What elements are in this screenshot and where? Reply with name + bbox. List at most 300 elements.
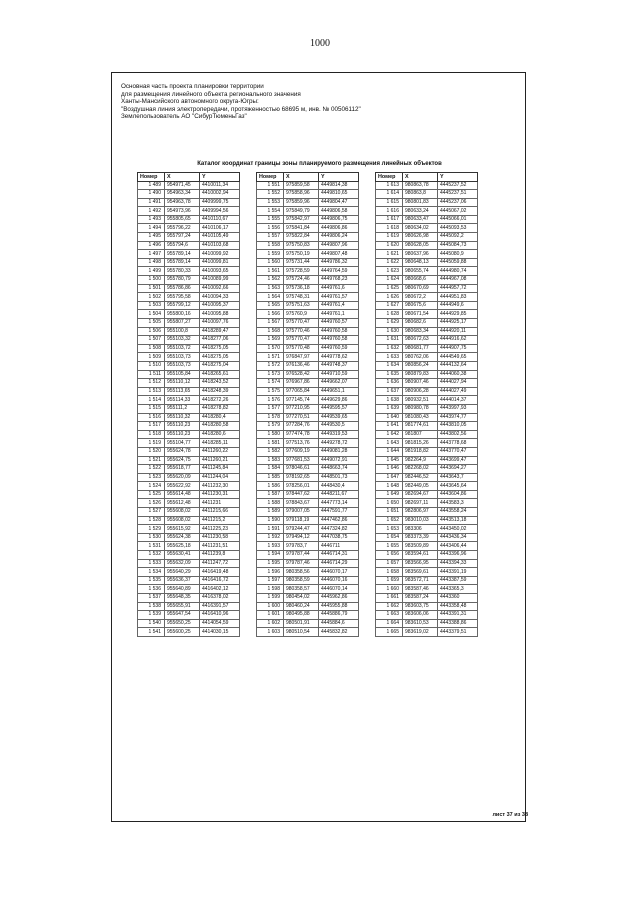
point-number: 1 630: [376, 327, 403, 336]
coord-x: 982694,67: [403, 490, 438, 499]
coord-y: 4416410,96: [200, 611, 240, 620]
point-number: 1 522: [138, 465, 165, 474]
table-row: [376, 215, 478, 224]
table-row: [376, 508, 478, 517]
point-number: 1 617: [376, 215, 403, 224]
point-number: 1 582: [257, 447, 284, 456]
coordinate-table-1: [137, 172, 240, 637]
coord-y: 4416416,72: [200, 576, 240, 585]
coord-x: 975858,96: [284, 190, 319, 199]
table-row: [257, 181, 359, 190]
table-row: [138, 353, 240, 362]
point-number: 1 639: [376, 404, 403, 413]
point-number: 1 663: [376, 611, 403, 620]
coord-y: 4446070,16: [319, 576, 359, 585]
coord-y: 4444916,62: [438, 336, 478, 345]
table-row: [138, 396, 240, 405]
table-row: [257, 602, 359, 611]
table-row: [138, 533, 240, 542]
page-number: 1000: [310, 38, 330, 49]
coord-y: 4411244,04: [200, 473, 240, 482]
coord-x: 975750,19: [284, 250, 319, 259]
coord-y: 4447773,14: [319, 499, 359, 508]
coord-y: 4411215,2: [200, 516, 240, 525]
point-number: 1 642: [376, 430, 403, 439]
table-row: [257, 490, 359, 499]
table-row: [257, 439, 359, 448]
point-number: 1 559: [257, 250, 284, 259]
table-row: [257, 327, 359, 336]
coord-x: 980495,88: [284, 611, 319, 620]
coord-y: 4418275,05: [200, 353, 240, 362]
table-row: [376, 628, 478, 637]
coord-y: 4418243,52: [200, 379, 240, 388]
point-number: 1 512: [138, 379, 165, 388]
coord-x: 981080,43: [403, 413, 438, 422]
point-number: 1 499: [138, 267, 165, 276]
table-row: [138, 499, 240, 508]
coord-y: 4443974,77: [438, 413, 478, 422]
table-row: [138, 525, 240, 534]
point-number: 1 554: [257, 207, 284, 216]
coord-x: 955618,77: [165, 465, 200, 474]
coord-x: 955630,41: [165, 551, 200, 560]
coord-y: 4449539,65: [319, 413, 359, 422]
coord-y: 4449806,58: [319, 207, 359, 216]
point-number: 1 590: [257, 516, 284, 525]
coord-x: 975770,47: [284, 319, 319, 328]
coord-x: 955110,23: [165, 422, 200, 431]
point-number: 1 662: [376, 602, 403, 611]
table-row: [376, 361, 478, 370]
coord-y: 4445884,6: [319, 619, 359, 628]
point-number: 1 624: [376, 276, 403, 285]
coord-x: 954963,78: [165, 198, 200, 207]
coord-y: 4444027,49: [438, 387, 478, 396]
coord-x: 982697,11: [403, 499, 438, 508]
point-number: 1 632: [376, 344, 403, 353]
coord-x: 980683,34: [403, 327, 438, 336]
point-number: 1 654: [376, 533, 403, 542]
coord-x: 955608,02: [165, 508, 200, 517]
point-number: 1 634: [376, 361, 403, 370]
coord-y: 4410002,94: [200, 190, 240, 199]
coord-y: 4449319,53: [319, 430, 359, 439]
point-number: 1 664: [376, 619, 403, 628]
point-number: 1 650: [376, 499, 403, 508]
coord-y: 4444060,38: [438, 370, 478, 379]
coord-y: 4418272,26: [200, 396, 240, 405]
coord-x: 983566,95: [403, 559, 438, 568]
point-number: 1 622: [376, 258, 403, 267]
point-number: 1 560: [257, 258, 284, 267]
point-number: 1 567: [257, 319, 284, 328]
point-number: 1 497: [138, 250, 165, 259]
table-row: [138, 490, 240, 499]
coord-y: 4443770,47: [438, 447, 478, 456]
table-row: [257, 533, 359, 542]
point-number: 1 594: [257, 551, 284, 560]
coord-y: 4410097,76: [200, 319, 240, 328]
point-number: 1 489: [138, 181, 165, 190]
table-row: [138, 336, 240, 345]
coord-x: 977145,74: [284, 396, 319, 405]
coord-y: 4449807,96: [319, 241, 359, 250]
coord-y: 4410110,67: [200, 215, 240, 224]
coord-x: 976847,97: [284, 353, 319, 362]
coord-x: 955807,27: [165, 319, 200, 328]
coord-x: 979494,12: [284, 533, 319, 542]
table-row: [257, 233, 359, 242]
coord-y: 4445067,02: [438, 207, 478, 216]
table-row: [376, 258, 478, 267]
point-number: 1 498: [138, 258, 165, 267]
coord-y: 4414054,59: [200, 619, 240, 628]
coord-y: 4443391,31: [438, 611, 478, 620]
coord-x: 980633,47: [403, 215, 438, 224]
coord-y: 4449764,59: [319, 267, 359, 276]
table-row: [257, 422, 359, 431]
table-row: [257, 267, 359, 276]
coord-y: 4444014,37: [438, 396, 478, 405]
point-number: 1 638: [376, 396, 403, 405]
point-number: 1 551: [257, 181, 284, 190]
table-row: [138, 379, 240, 388]
coord-x: 983587,46: [403, 585, 438, 594]
coord-x: 975859,58: [284, 181, 319, 190]
point-number: 1 565: [257, 301, 284, 310]
point-number: 1 587: [257, 490, 284, 499]
coord-x: 975842,97: [284, 215, 319, 224]
coord-y: 4443604,86: [438, 490, 478, 499]
coord-x: 955786,86: [165, 284, 200, 293]
coord-y: 4443379,51: [438, 628, 478, 637]
coord-y: 4411247,72: [200, 559, 240, 568]
coord-y: 4444951,83: [438, 293, 478, 302]
point-number: 1 556: [257, 224, 284, 233]
coord-y: 4410106,17: [200, 224, 240, 233]
table-row: [138, 319, 240, 328]
coord-x: 980879,83: [403, 370, 438, 379]
point-number: 1 618: [376, 224, 403, 233]
coord-x: 955797,24: [165, 233, 200, 242]
point-number: 1 579: [257, 422, 284, 431]
point-number: 1 578: [257, 413, 284, 422]
table-row: [138, 473, 240, 482]
table-row: [138, 559, 240, 568]
coord-x: 977210,95: [284, 404, 319, 413]
table-row: [257, 370, 359, 379]
coord-x: 955650,25: [165, 619, 200, 628]
coord-y: 4410093,65: [200, 267, 240, 276]
table-row: [138, 233, 240, 242]
coord-x: 979007,05: [284, 508, 319, 517]
coord-x: 982264,9: [403, 456, 438, 465]
coord-y: 4445092,2: [438, 233, 478, 242]
column-header-number: Номер: [376, 173, 403, 182]
table-row: [138, 611, 240, 620]
table-row: [257, 516, 359, 525]
point-number: 1 629: [376, 319, 403, 328]
table-row: [257, 576, 359, 585]
coord-y: 4418275,04: [200, 361, 240, 370]
point-number: 1 614: [376, 190, 403, 199]
point-number: 1 584: [257, 465, 284, 474]
table-row: [257, 250, 359, 259]
table-row: [257, 361, 359, 370]
coord-y: 4410092,66: [200, 284, 240, 293]
table-row: [376, 353, 478, 362]
table-row: [376, 473, 478, 482]
coord-x: 955105,84: [165, 370, 200, 379]
coord-y: 4448211,67: [319, 490, 359, 499]
table-row: [257, 379, 359, 388]
coord-y: 4449810,65: [319, 190, 359, 199]
coord-x: 980655,74: [403, 267, 438, 276]
coord-x: 978843,67: [284, 499, 319, 508]
coord-x: 980454,02: [284, 594, 319, 603]
point-number: 1 613: [376, 181, 403, 190]
coord-y: 4418265,61: [200, 370, 240, 379]
coord-x: 980637,96: [403, 250, 438, 259]
table-row: [257, 525, 359, 534]
coord-y: 4418289,47: [200, 327, 240, 336]
column-header-number: Номер: [138, 173, 165, 182]
coord-y: 4443513,18: [438, 516, 478, 525]
coord-x: 979783,7: [284, 542, 319, 551]
point-number: 1 533: [138, 559, 165, 568]
table-row: [138, 276, 240, 285]
point-number: 1 580: [257, 430, 284, 439]
table-row: [138, 465, 240, 474]
coord-y: 4418280,6: [200, 430, 240, 439]
point-number: 1 521: [138, 456, 165, 465]
coord-x: 954963,34: [165, 190, 200, 199]
table-row: [138, 250, 240, 259]
coord-x: 980682,6: [403, 319, 438, 328]
coord-y: 4411215,66: [200, 508, 240, 517]
table-row: [376, 568, 478, 577]
coord-x: 980681,77: [403, 344, 438, 353]
coord-y: 4449760,59: [319, 344, 359, 353]
coord-y: 4447591,77: [319, 508, 359, 517]
coord-y: 4418280,58: [200, 422, 240, 431]
point-number: 1 537: [138, 594, 165, 603]
coord-y: 4445237,06: [438, 198, 478, 207]
table-row: [376, 602, 478, 611]
coord-y: 4410103,68: [200, 241, 240, 250]
point-number: 1 493: [138, 215, 165, 224]
coord-y: 4445080,9: [438, 250, 478, 259]
point-number: 1 649: [376, 490, 403, 499]
point-number: 1 572: [257, 361, 284, 370]
table-row: [257, 619, 359, 628]
table-row: [376, 190, 478, 199]
coord-x: 955103,73: [165, 361, 200, 370]
point-number: 1 627: [376, 301, 403, 310]
coord-x: 975750,83: [284, 241, 319, 250]
point-number: 1 536: [138, 585, 165, 594]
table-row: [138, 516, 240, 525]
coord-y: 4448430,4: [319, 482, 359, 491]
point-number: 1 652: [376, 516, 403, 525]
coord-x: 980863,8: [403, 190, 438, 199]
table-row: [257, 542, 359, 551]
table-row: [138, 456, 240, 465]
coord-y: 4418248,39: [200, 387, 240, 396]
coord-y: 4444929,85: [438, 310, 478, 319]
point-number: 1 570: [257, 344, 284, 353]
table-row: [257, 559, 359, 568]
coord-x: 975770,47: [284, 336, 319, 345]
table-row: [257, 215, 359, 224]
coord-x: 975760,9: [284, 310, 319, 319]
point-number: 1 635: [376, 370, 403, 379]
table-row: [376, 430, 478, 439]
point-number: 1 503: [138, 301, 165, 310]
point-number: 1 645: [376, 456, 403, 465]
table-row: [257, 336, 359, 345]
coord-y: 4410105,49: [200, 233, 240, 242]
coord-y: 4410095,88: [200, 310, 240, 319]
point-number: 1 640: [376, 413, 403, 422]
table-row: [376, 456, 478, 465]
point-number: 1 513: [138, 387, 165, 396]
coord-y: 4445962,86: [319, 594, 359, 603]
coord-x: 982449,05: [403, 482, 438, 491]
coord-y: 4449806,75: [319, 215, 359, 224]
coord-y: 4410099,81: [200, 258, 240, 267]
point-number: 1 647: [376, 473, 403, 482]
coord-x: 955794,6: [165, 241, 200, 250]
point-number: 1 659: [376, 576, 403, 585]
table-row: [138, 267, 240, 276]
table-row: [257, 319, 359, 328]
column-header-x: X: [284, 173, 319, 182]
table-row: [257, 396, 359, 405]
coord-x: 980762,06: [403, 353, 438, 362]
coord-x: 955110,12: [165, 379, 200, 388]
column-header-y: Y: [438, 173, 478, 182]
coord-x: 975849,79: [284, 207, 319, 216]
point-number: 1 540: [138, 619, 165, 628]
table-row: [138, 224, 240, 233]
point-number: 1 529: [138, 525, 165, 534]
coord-x: 983603,75: [403, 602, 438, 611]
table-row: [376, 499, 478, 508]
column-header-y: Y: [200, 173, 240, 182]
table-row: [257, 224, 359, 233]
coord-y: 4443810,05: [438, 422, 478, 431]
table-row: [376, 198, 478, 207]
coord-y: 4411239,8: [200, 551, 240, 560]
coord-y: 4444027,94: [438, 379, 478, 388]
point-number: 1 535: [138, 576, 165, 585]
coord-x: 955111,2: [165, 404, 200, 413]
coord-x: 955789,14: [165, 250, 200, 259]
coord-y: 4446070,14: [319, 585, 359, 594]
point-number: 1 660: [376, 585, 403, 594]
coord-y: 4443436,34: [438, 533, 478, 542]
coord-x: 955110,32: [165, 413, 200, 422]
point-number: 1 515: [138, 404, 165, 413]
coord-y: 4444132,64: [438, 361, 478, 370]
point-number: 1 588: [257, 499, 284, 508]
point-number: 1 626: [376, 293, 403, 302]
coord-y: 4418280,4: [200, 413, 240, 422]
coord-y: 4448501,73: [319, 473, 359, 482]
table-row: [376, 293, 478, 302]
point-number: 1 528: [138, 516, 165, 525]
coord-y: 4449278,72: [319, 439, 359, 448]
table-row: [138, 430, 240, 439]
coord-x: 983610,53: [403, 619, 438, 628]
table-row: [376, 379, 478, 388]
coord-x: 955100,8: [165, 327, 200, 336]
table-row: [138, 422, 240, 431]
coord-y: 4445832,82: [319, 628, 359, 637]
coord-x: 955780,79: [165, 276, 200, 285]
coord-x: 980358,57: [284, 585, 319, 594]
coord-x: 955103,32: [165, 336, 200, 345]
coord-y: 4410094,33: [200, 293, 240, 302]
table-row: [138, 628, 240, 637]
coord-x: 978046,61: [284, 465, 319, 474]
coord-y: 4449786,32: [319, 258, 359, 267]
coord-x: 980672,2: [403, 293, 438, 302]
coord-x: 955110,23: [165, 430, 200, 439]
table-row: [376, 319, 478, 328]
coord-y: 4449748,37: [319, 361, 359, 370]
table-row: [376, 396, 478, 405]
coord-y: 4443387,59: [438, 576, 478, 585]
header-line: Ханты-Мансийского автономного округа-Югры:: [121, 98, 259, 106]
point-number: 1 524: [138, 482, 165, 491]
header-line: "Воздушная линия электропередачи, протяженностью 68695 м, инв. № 00506112": [121, 105, 361, 113]
coord-y: 4443394,33: [438, 559, 478, 568]
coord-x: 955104,77: [165, 439, 200, 448]
coord-y: 4446714,31: [319, 551, 359, 560]
coord-x: 955612,48: [165, 499, 200, 508]
table-row: [138, 576, 240, 585]
coord-x: 954971,45: [165, 181, 200, 190]
coord-y: 4445093,53: [438, 224, 478, 233]
point-number: 1 510: [138, 361, 165, 370]
coord-y: 4443391,19: [438, 568, 478, 577]
point-number: 1 553: [257, 198, 284, 207]
table-row: [138, 508, 240, 517]
point-number: 1 619: [376, 233, 403, 242]
coord-y: 4449595,57: [319, 404, 359, 413]
point-number: 1 555: [257, 215, 284, 224]
point-number: 1 625: [376, 284, 403, 293]
table-row: [138, 215, 240, 224]
coord-x: 975841,84: [284, 224, 319, 233]
table-row: [376, 439, 478, 448]
coord-y: 4445066,01: [438, 215, 478, 224]
document-sheet: [111, 72, 526, 822]
coord-y: 4414030,15: [200, 628, 240, 637]
point-number: 1 589: [257, 508, 284, 517]
coord-y: 4449072,91: [319, 456, 359, 465]
coord-x: 975728,59: [284, 267, 319, 276]
coord-y: 4446714,29: [319, 559, 359, 568]
coord-y: 4443406,44: [438, 542, 478, 551]
coord-x: 980856,24: [403, 361, 438, 370]
point-number: 1 665: [376, 628, 403, 637]
coord-y: 4449806,86: [319, 224, 359, 233]
coord-y: 4446070,17: [319, 568, 359, 577]
